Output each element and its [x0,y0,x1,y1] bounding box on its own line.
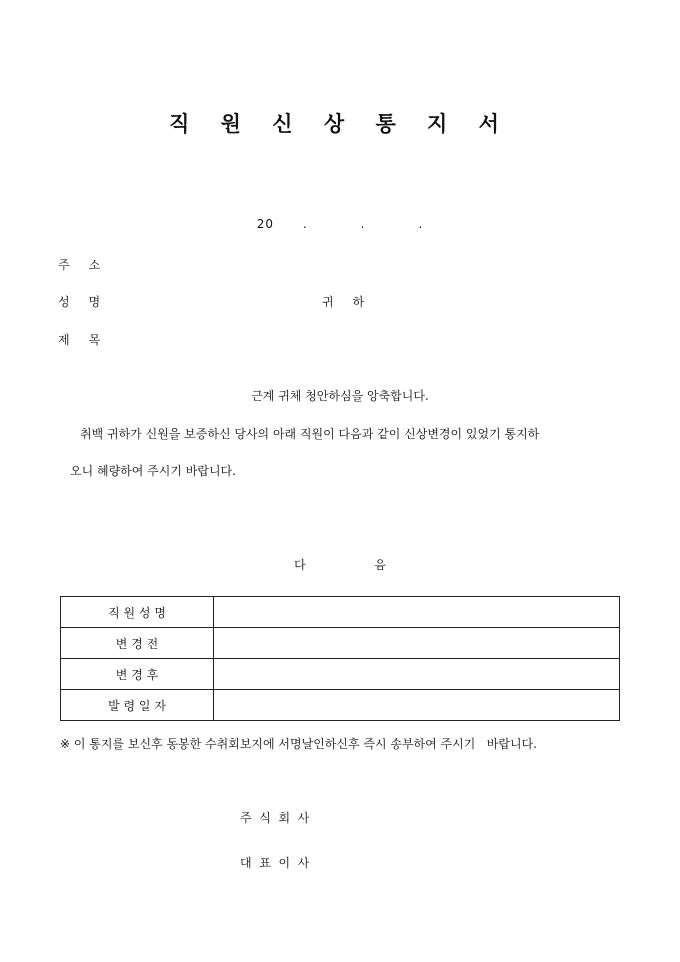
table-row [61,597,620,628]
date-line: 20 . . . [256,217,424,231]
row-value [214,628,620,659]
row-value [214,597,620,628]
address-label: 주 소 [58,258,101,272]
footnote: ※ 이 통지를 보신후 동봉한 수취회보지에 서명날인하신후 즉시 송부하여 주시기 바랍니다. [60,737,537,751]
subject-label: 제 목 [58,333,101,347]
greeting: 근계 귀체 청안하심을 앙축합니다. [251,389,429,403]
recipient-honorific: 귀 하 [322,295,365,309]
body-line-2: 오니 혜량하여 주시기 바랍니다. [70,464,236,478]
row-label: 변 경 후 [61,659,214,690]
table-row [61,659,620,690]
row-label: 직 원 성 명 [61,597,214,628]
document-title: 직 원 신 상 통 지 서 [169,111,511,136]
row-label: 발 령 일 자 [61,690,214,721]
employee-info-table [60,596,620,721]
row-label: 변 경 전 [61,628,214,659]
table-row [61,690,620,721]
body-line-1: 취백 귀하가 신원을 보증하신 당사의 아래 직원이 다음과 같이 신상변경이 있었기 통지하 [80,427,540,441]
ceo-signature: 대 표 이 사 [240,856,310,870]
section-heading: 다 음 [294,558,386,572]
company-signature: 주 식 회 사 [240,811,310,825]
table-row [61,628,620,659]
row-value [214,690,620,721]
name-label: 성 명 [58,295,101,309]
row-value [214,659,620,690]
